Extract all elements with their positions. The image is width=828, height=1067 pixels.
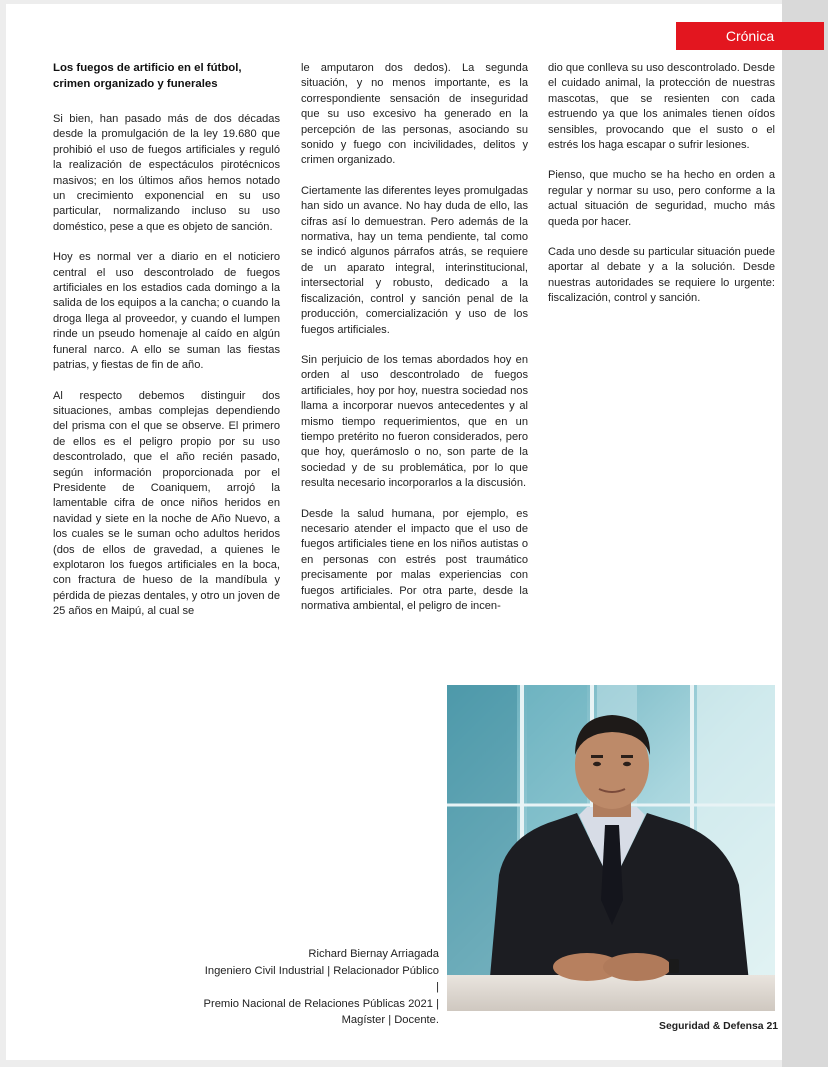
paragraph: Si bien, han pasado más de dos décadas desde la promulgación de la ley 19.680 que prohibió el uso de fuegos artificiales y reguló la realización de espectáculos pirotécnicos masivos; en los últimos años hemos notado un crecimiento exponencial en su uso particular, normalizando incluso su uso doméstico, pese a que es objeto de sanción.	[53, 113, 280, 233]
paragraph: Cada uno desde su particular situación puede aportar al debate y a la solución. Desde nuestras autoridades se requiere lo urgente: fiscalización, control y sanción.	[548, 246, 775, 305]
article-column-2	[301, 61, 528, 629]
page-number: 21	[766, 1021, 778, 1032]
author-name: Richard Biernay Arriagada	[308, 948, 439, 960]
paragraph: le amputaron dos dedos). La segunda situación, y no menos importante, es la correspondiente sensación de inseguridad que su uso excesivo ha generado en la percepción de las personas, asociando su sonido y fuego con incivilidades, delitos y crimen organizado.	[301, 62, 528, 167]
paragraph: Pienso, que mucho se ha hecho en orden a regular y normar su uso, pero conforme a la actual situación de seguridad, mucho más queda por hacer.	[548, 169, 775, 228]
paragraph: Ciertamente las diferentes leyes promulgadas han sido un avance. No hay duda de ello, las cifras así lo demuestran. Pero además de la normativa, hay un tema pendiente, tal como se indicó algunos párrafos atrás, se requiere de un aparato integral, interinstitucional, intersectorial y robusto, dedicado a la fiscalización, control y sanción penal de la producción, comercialización y uso de los fuegos artificiales.	[301, 184, 528, 336]
paragraph: Sin perjuicio de los temas abordados hoy en orden al uso descontrolado de fuegos artificiales, hoy por hoy, nuestra sociedad nos llama a incorporar nuevos antecedentes y al mismo tiempo requerimientos, que en un tiempo pretérito no fueron considerados, pero que hoy, querámoslo o no, son parte de la sociedad y de su problemática, por lo que resulta necesario incorporarlos a la discusión.	[301, 353, 528, 490]
author-credentials: Premio Nacional de Relaciones Públicas 2021 |	[203, 997, 439, 1010]
article-headline: Los fuegos de artificio en el fútbol, crimen organizado y funerales	[53, 62, 242, 90]
author-caption	[199, 946, 439, 1029]
section-tag: Crónica	[676, 22, 824, 50]
article-column-3	[548, 61, 775, 322]
author-credentials: Magíster | Docente.	[341, 1014, 439, 1027]
page-footer	[598, 1021, 778, 1032]
paragraph: dio que conlleva su uso descontrolado. Desde el cuidado animal, la protección de nuestras mascotas, que se resienten con cada estruendo ya que los animales tienen oídos sensibles, provocando que el susto o el estrés los haga escapar o sufrir lesiones.	[548, 62, 775, 152]
paragraph: Hoy es normal ver a diario en el noticiero central el uso descontrolado de fuegos artificiales en los estadios cada domingo a la salida de los equipos a la cancha; o cuando la droga llega al proveedor, y cuando el lumpen rinde un pseudo homenaje al caído en algún funeral narco. A ello se suman las fiestas patrias, y fiestas de fin de año.	[53, 251, 280, 372]
author-credentials: Ingeniero Civil Industrial | Relacionador Público |	[204, 964, 439, 994]
author-photo	[447, 685, 775, 1011]
paragraph: Desde la salud humana, por ejemplo, es necesario atender el impacto que el uso de fuegos artificiales tiene en los niños autistas o en personas con estrés post traumático precisamente por malas experiencias con fuegos artificiales. Por otra parte, desde la normativa ambiental, el peligro de incen-	[301, 507, 528, 612]
article-column-1	[53, 61, 280, 635]
magazine-name: Seguridad & Defensa	[659, 1021, 764, 1032]
paragraph: Al respecto debemos distinguir dos situaciones, ambas complejas dependiendo del prisma con el que se observe. El primero de ellos es el peligro propio por su uso descontrolado, que el año recién pasado, según información proporcionada por el Presidente de Coaniquem, arrojó la lamentable cifra de once niños heridos en navidad y siete en la noche de Año Nuevo, a los cuales se le suman ocho adultos heridos (dos de ellos de gravedad, a quienes le explotaron los fuegos artificiales en la boca, con fractura de hueso de la mandíbula y pérdida de piezas dentales, y otro un joven de 25 años en Maipú, al cual se	[53, 389, 280, 618]
page-edge-strip	[782, 0, 828, 1067]
